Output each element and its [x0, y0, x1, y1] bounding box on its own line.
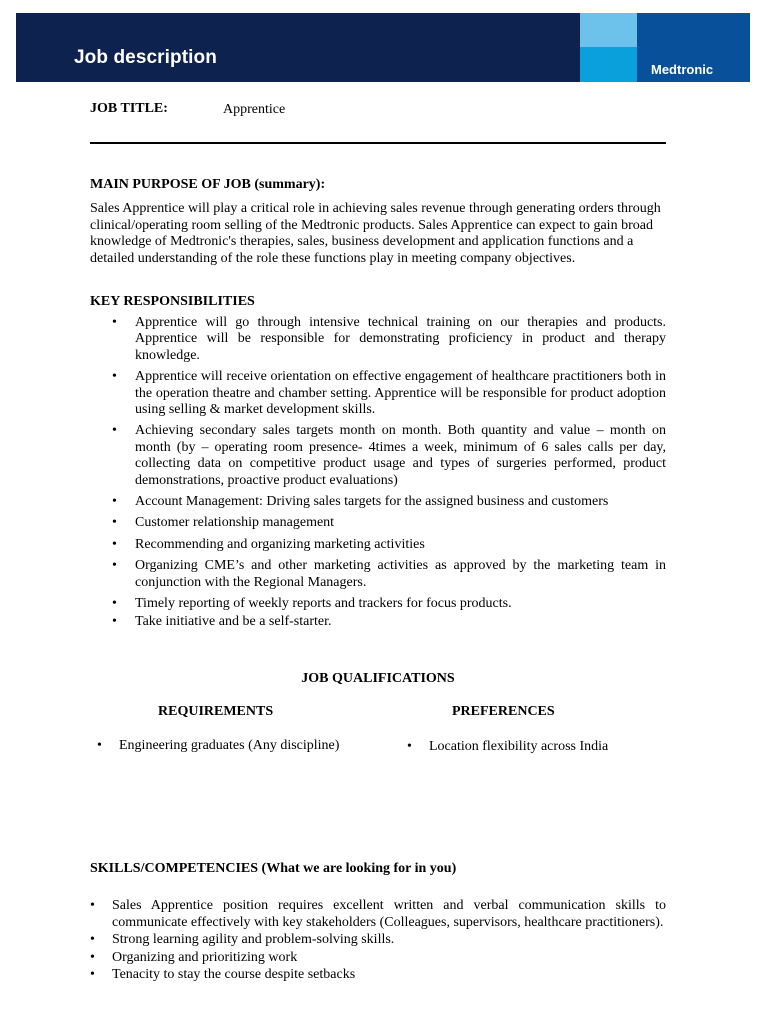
bullet-icon: • [407, 739, 412, 754]
page-title: Job description [74, 47, 217, 68]
list-item: • Achieving secondary sales targets month on month. Both quantity and value – month on month (by – operating room presence- 4times a week, minimum of 6 sales calls per day, collecting data on competitive product usage and types of surgeries performed, product demonstrations, proactive product evaluations) [112, 423, 666, 488]
job-title-label: JOB TITLE: [90, 101, 168, 116]
bullet-icon: • [112, 515, 117, 531]
key-responsibilities-heading: KEY RESPONSIBILITIES [90, 294, 255, 309]
bullet-icon: • [112, 369, 117, 385]
requirement-item: • Engineering graduates (Any discipline) [97, 738, 340, 753]
bullet-icon: • [90, 949, 95, 965]
bullet-icon: • [112, 423, 117, 439]
divider [90, 142, 666, 144]
list-item: • Customer relationship management [112, 515, 335, 531]
list-item: • Organizing and prioritizing work [90, 949, 298, 965]
list-item: • Sales Apprentice position requires excellent written and verbal communication skills to communicate effectively with key stakeholders (Colleagues, supervisors, healthcare practitioners). [90, 898, 666, 930]
main-purpose-heading: MAIN PURPOSE OF JOB (summary): [90, 177, 326, 192]
bullet-icon: • [112, 558, 117, 574]
bullet-icon: • [90, 898, 95, 913]
preferences-heading: PREFERENCES [452, 704, 555, 719]
list-item: • Tenacity to stay the course despite setbacks [90, 967, 356, 983]
bullet-icon: • [112, 596, 117, 612]
requirements-heading: REQUIREMENTS [158, 704, 274, 719]
list-item: • Take initiative and be a self-starter. [112, 613, 332, 629]
list-item: • Apprentice will go through intensive technical training on our therapies and products. Apprentice will be responsible for demonstrating proficiency in product and therapy knowledge. [112, 315, 666, 363]
main-purpose-text: Sales Apprentice will play a critical role in achieving sales revenue through generating orders through clinical/operating room selling of the Medtronic products. Sales Apprentice can expect to gain broad knowledge of Medtronic's therapies, sales, business development and application functions and a detailed understanding of the role these functions play in meeting company objectives. [90, 201, 661, 266]
bullet-icon: • [112, 536, 117, 552]
list-item: • Recommending and organizing marketing activities [112, 536, 425, 552]
skills-list [90, 898, 666, 985]
bullet-icon: • [97, 738, 102, 753]
bullet-icon: • [112, 613, 117, 629]
list-item: • Strong learning agility and problem-solving skills. [90, 932, 395, 948]
bullet-icon: • [112, 494, 117, 510]
job-qualifications-heading: JOB QUALIFICATIONS [301, 671, 455, 686]
bullet-icon: • [112, 315, 117, 330]
list-item: • Account Management: Driving sales targets for the assigned business and customers [112, 494, 609, 510]
list-item: • Organizing CME’s and other marketing activities as approved by the marketing team in conjunction with the Regional Managers. [112, 558, 666, 590]
logo-tile-light [580, 13, 637, 47]
logo-tile-mid [580, 47, 637, 82]
bullet-icon: • [90, 932, 95, 948]
list-item: • Apprentice will receive orientation on effective engagement of healthcare practitioners both in the operation theatre and chamber setting. Apprentice will be responsible for product adoption using selling & market development skills. [112, 369, 666, 418]
job-title-value: Apprentice [223, 102, 286, 117]
list-item: • Timely reporting of weekly reports and trackers for focus products. [112, 596, 512, 612]
responsibilities-list [90, 315, 666, 635]
preference-item: • Location flexibility across India [407, 739, 609, 754]
bullet-icon: • [90, 967, 95, 983]
medtronic-logo: Medtronic [651, 62, 714, 77]
skills-heading: SKILLS/COMPETENCIES (What we are looking for in you) [90, 861, 457, 876]
